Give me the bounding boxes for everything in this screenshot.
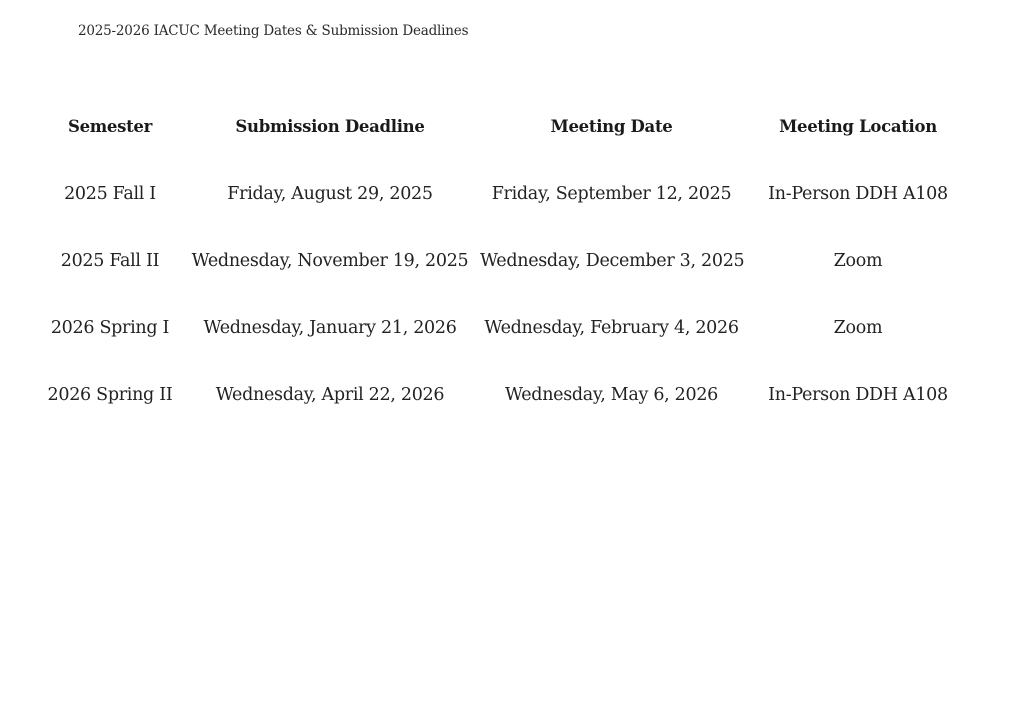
document-title: 2025-2026 IACUC Meeting Dates & Submission Deadlines: [78, 23, 469, 39]
cell-meeting-location: In-Person DDH A108: [768, 384, 948, 405]
cell-semester: 2025 Fall II: [60, 250, 160, 271]
cell-semester: 2026 Spring I: [50, 317, 170, 338]
cell-meeting-date: Friday, September 12, 2025: [491, 183, 732, 204]
meeting-schedule-table: [40, 93, 973, 428]
cell-meeting-location: Zoom: [833, 317, 883, 338]
header-submission-deadline: Submission Deadline: [235, 117, 425, 136]
table-header-row: [40, 93, 973, 160]
cell-meeting-location: In-Person DDH A108: [768, 183, 948, 204]
cell-meeting-location: Zoom: [833, 250, 883, 271]
header-semester: Semester: [67, 117, 153, 136]
table-row: [40, 361, 973, 428]
table-row: [40, 160, 973, 227]
cell-semester: 2025 Fall I: [64, 183, 156, 204]
cell-submission-deadline: Wednesday, April 22, 2026: [215, 384, 445, 405]
cell-submission-deadline: Wednesday, November 19, 2025: [191, 250, 469, 271]
cell-semester: 2026 Spring II: [47, 384, 173, 405]
cell-meeting-date: Wednesday, December 3, 2025: [480, 250, 745, 271]
cell-meeting-date: Wednesday, February 4, 2026: [484, 317, 739, 338]
cell-submission-deadline: Wednesday, January 21, 2026: [203, 317, 457, 338]
header-meeting-date: Meeting Date: [550, 117, 673, 136]
table-row: [40, 294, 973, 361]
cell-submission-deadline: Friday, August 29, 2025: [227, 183, 433, 204]
table-row: [40, 227, 973, 294]
header-meeting-location: Meeting Location: [779, 117, 937, 136]
cell-meeting-date: Wednesday, May 6, 2026: [504, 384, 719, 405]
